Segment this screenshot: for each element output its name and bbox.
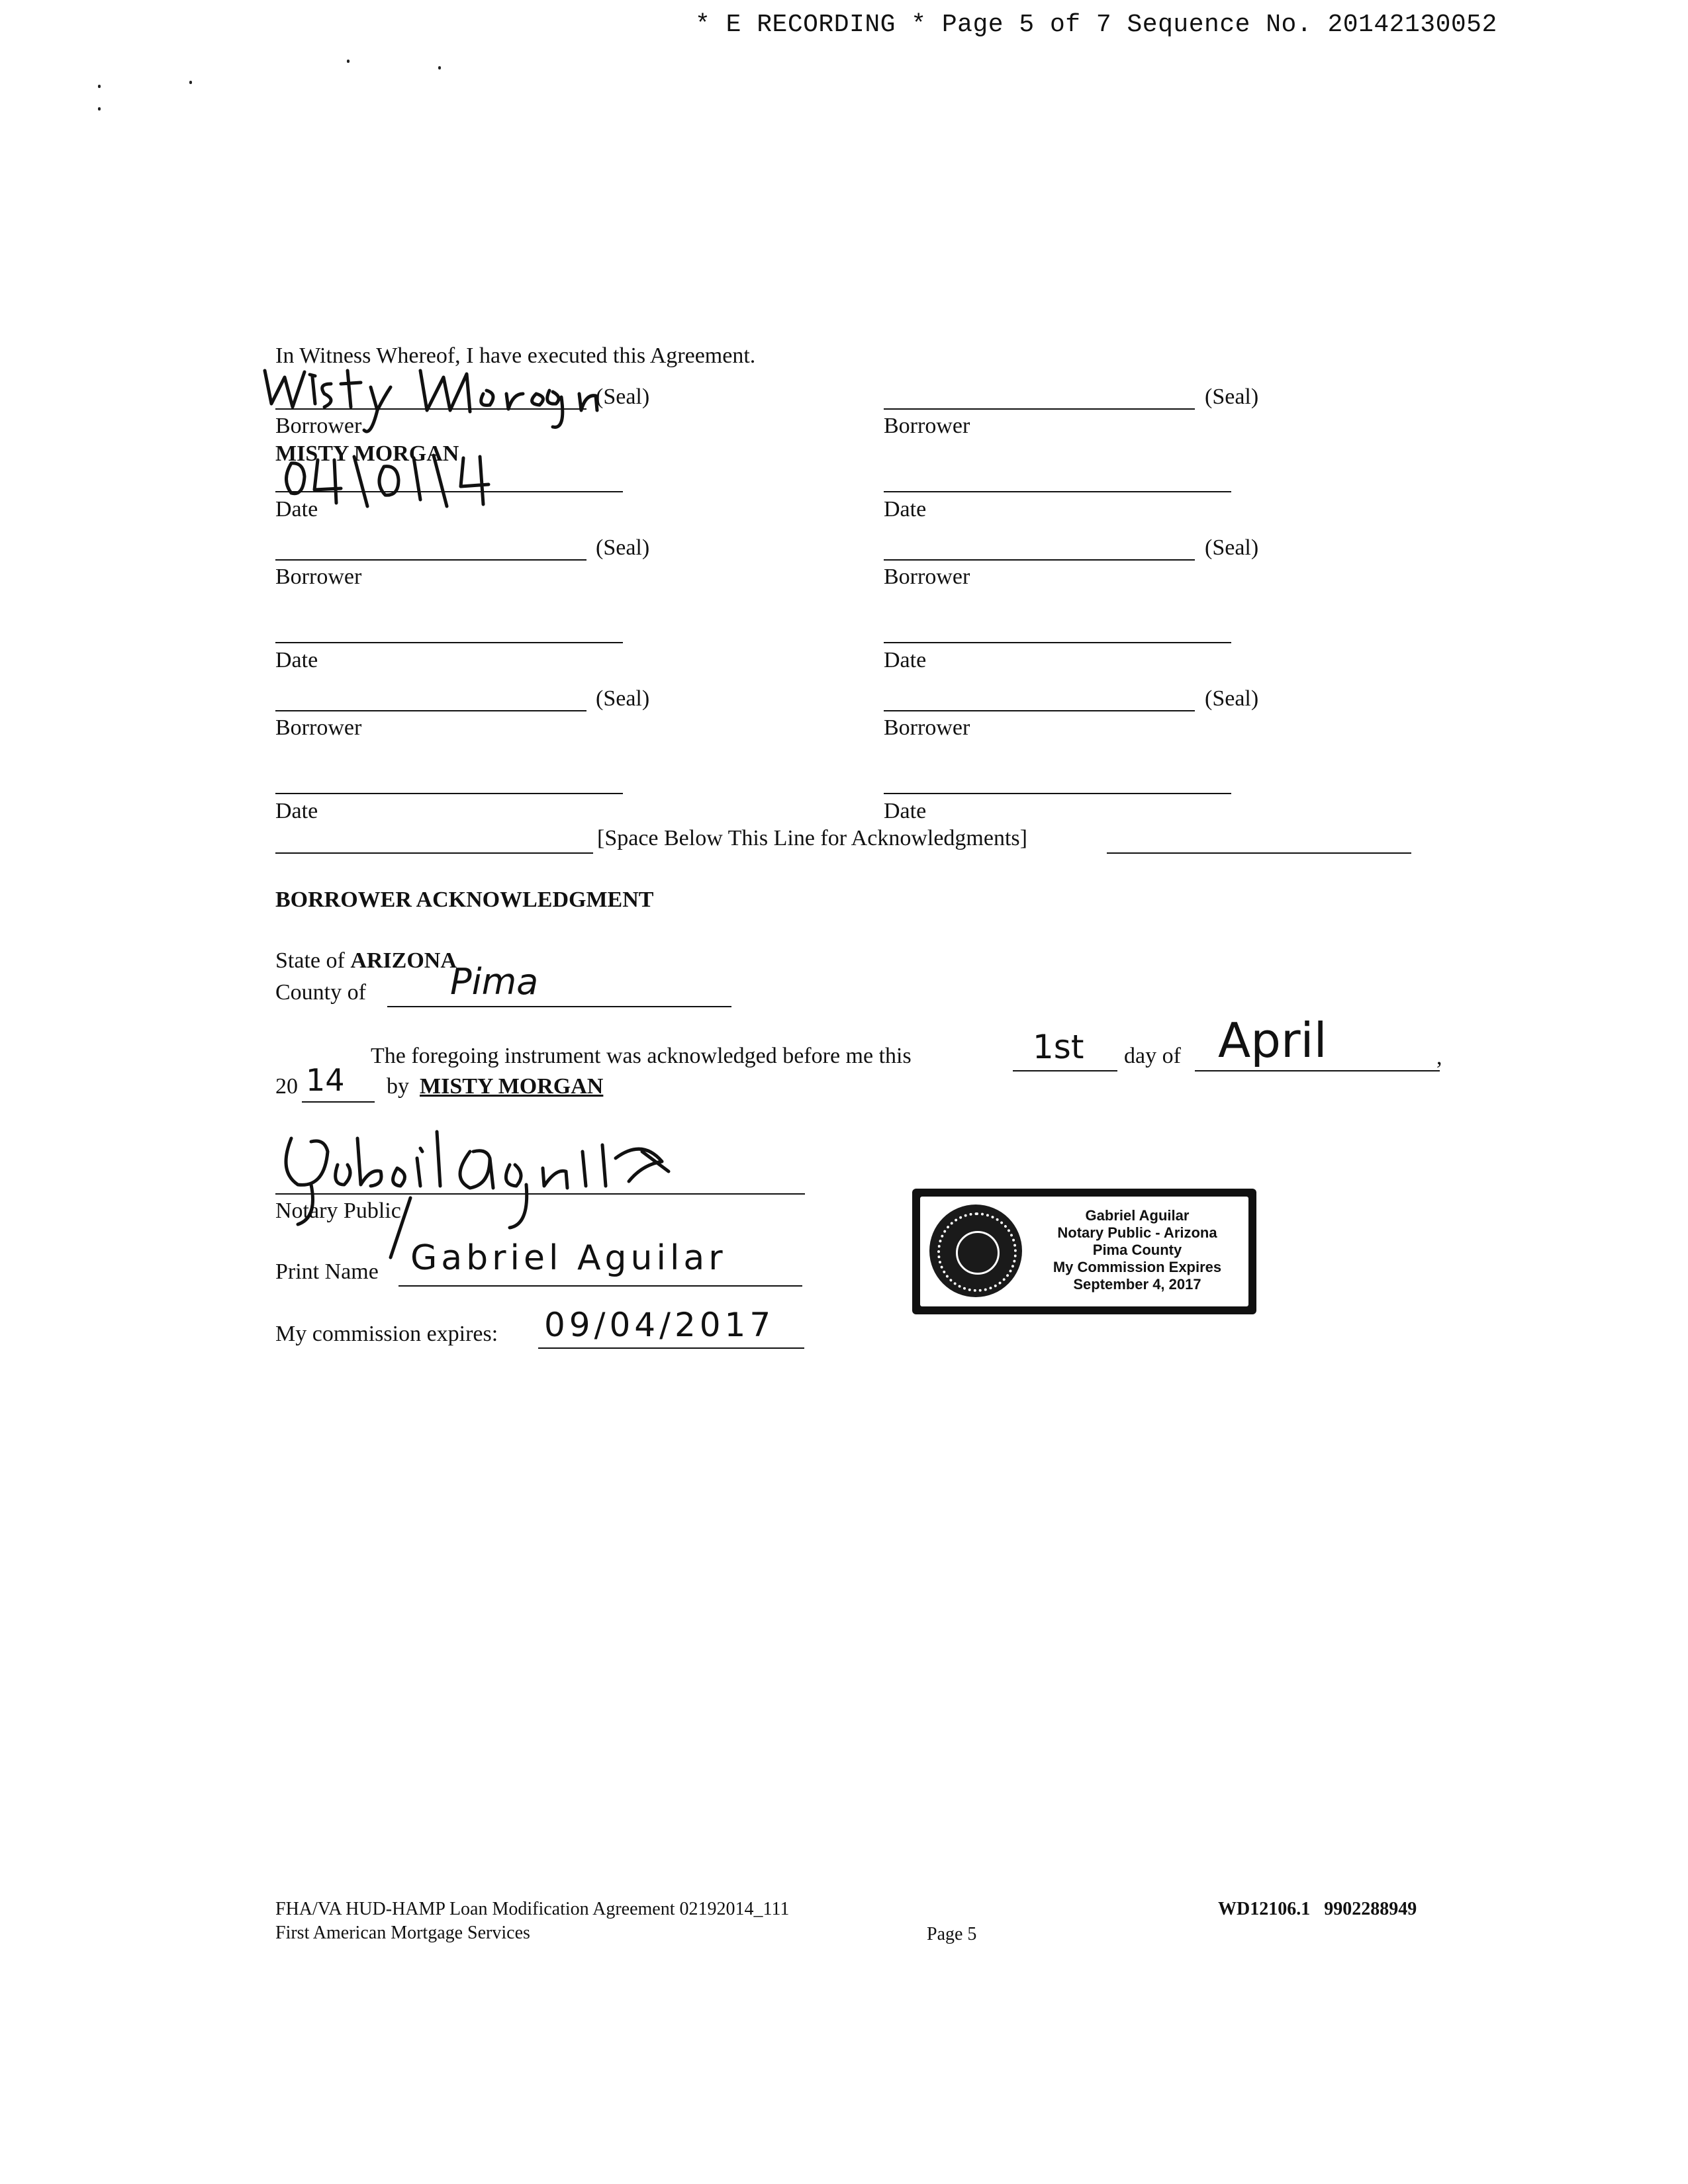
notary-public-label: Notary Public [275,1199,401,1223]
commission-label: My commission expires: [275,1322,498,1346]
divider-line-right [1107,852,1411,854]
scan-speck [98,85,101,88]
doc-code: WD12106.1 [1218,1899,1311,1919]
scan-speck [438,66,441,69]
by-label: by [387,1074,409,1099]
notary-signature-line [275,1193,805,1195]
year-line [302,1101,375,1103]
seal-line: Notary Public - Arizona [1057,1224,1217,1241]
date-line [884,642,1231,643]
seal-line: Pima County [1092,1242,1182,1258]
acknowledgment-divider: [Space Below This Line for Acknowledgments] [597,826,1027,850]
day-value: 1st [1033,1028,1084,1066]
signer-name: MISTY MORGAN [420,1074,604,1099]
commission-line [538,1347,804,1349]
commission-date: 09/04/2017 [544,1306,775,1344]
divider-line-left [275,852,593,854]
seal-label: (Seal) [596,385,650,409]
print-name-line [399,1285,802,1287]
borrower-label: Borrower [275,565,362,589]
month-value: April [1218,1013,1327,1068]
footer-form-title: FHA/VA HUD-HAMP Loan Modification Agreement 02192014_111 [275,1899,790,1919]
signature-line [884,710,1195,711]
scan-speck [98,107,101,111]
state-seal-emblem [929,1205,1022,1297]
day-of-label: day of [1124,1044,1181,1068]
day-line [1013,1070,1117,1071]
year-prefix: 20 [275,1074,298,1099]
recording-header: * E RECORDING * Page 5 of 7 Sequence No. 20142130052 [695,11,1497,39]
date-line [884,491,1231,492]
borrower-label: Borrower [884,414,970,438]
notary-seal-stamp [912,1189,1256,1314]
state-value: ARIZONA [350,948,457,973]
notary-signature [271,1112,722,1244]
signature-line [275,710,586,711]
seal-emblem-center [956,1231,1000,1275]
date-label: Date [275,799,318,823]
borrower-label: Borrower [884,715,970,740]
date-line [884,793,1231,794]
seal-line: September 4, 2017 [1073,1276,1201,1293]
state-prefix: State of [275,948,351,973]
month-line [1195,1070,1440,1071]
comma: , [1436,1045,1442,1069]
date-line [275,642,623,643]
county-line [387,1006,731,1007]
signature-line [884,408,1195,410]
date-label: Date [275,648,318,672]
witness-statement: In Witness Whereof, I have executed this Agreement. [275,343,756,368]
county-label: County of [275,980,366,1005]
loan-number: 9902288949 [1324,1899,1417,1919]
signature-date-handwritten [278,450,543,510]
seal-label: (Seal) [1205,686,1259,711]
signature-line [275,559,586,561]
date-label: Date [884,497,927,522]
seal-text [1031,1207,1243,1293]
print-name-value: Gabriel Aguilar [410,1238,727,1278]
footer-company: First American Mortgage Services [275,1923,530,1943]
print-name-label: Print Name [275,1259,379,1284]
year-suffix: 14 [306,1062,345,1098]
date-label: Date [884,799,927,823]
state-line [275,948,457,974]
date-line [275,793,623,794]
seal-label: (Seal) [596,535,650,560]
scan-speck [347,60,350,63]
borrower-signature [252,357,662,443]
borrower-label: Borrower [275,715,362,740]
footer-doc-code [1218,1898,1417,1921]
seal-line: Gabriel Aguilar [1085,1207,1190,1224]
borrower-label: Borrower [884,565,970,589]
date-label: Date [884,648,927,672]
seal-label: (Seal) [1205,385,1259,409]
foregoing-text: The foregoing instrument was acknowledged before me this [371,1044,912,1068]
seal-line: My Commission Expires [1053,1259,1222,1275]
borrower-label: Borrower [275,414,362,438]
borrower-name: MISTY MORGAN [275,441,459,466]
county-value: Pima [450,961,539,1003]
seal-label: (Seal) [596,686,650,711]
seal-label: (Seal) [1205,535,1259,560]
date-label: Date [275,497,318,522]
signature-line [884,559,1195,561]
scan-speck [189,81,192,84]
acknowledgment-heading: BORROWER ACKNOWLEDGMENT [275,887,654,912]
footer-page: Page 5 [927,1924,977,1944]
